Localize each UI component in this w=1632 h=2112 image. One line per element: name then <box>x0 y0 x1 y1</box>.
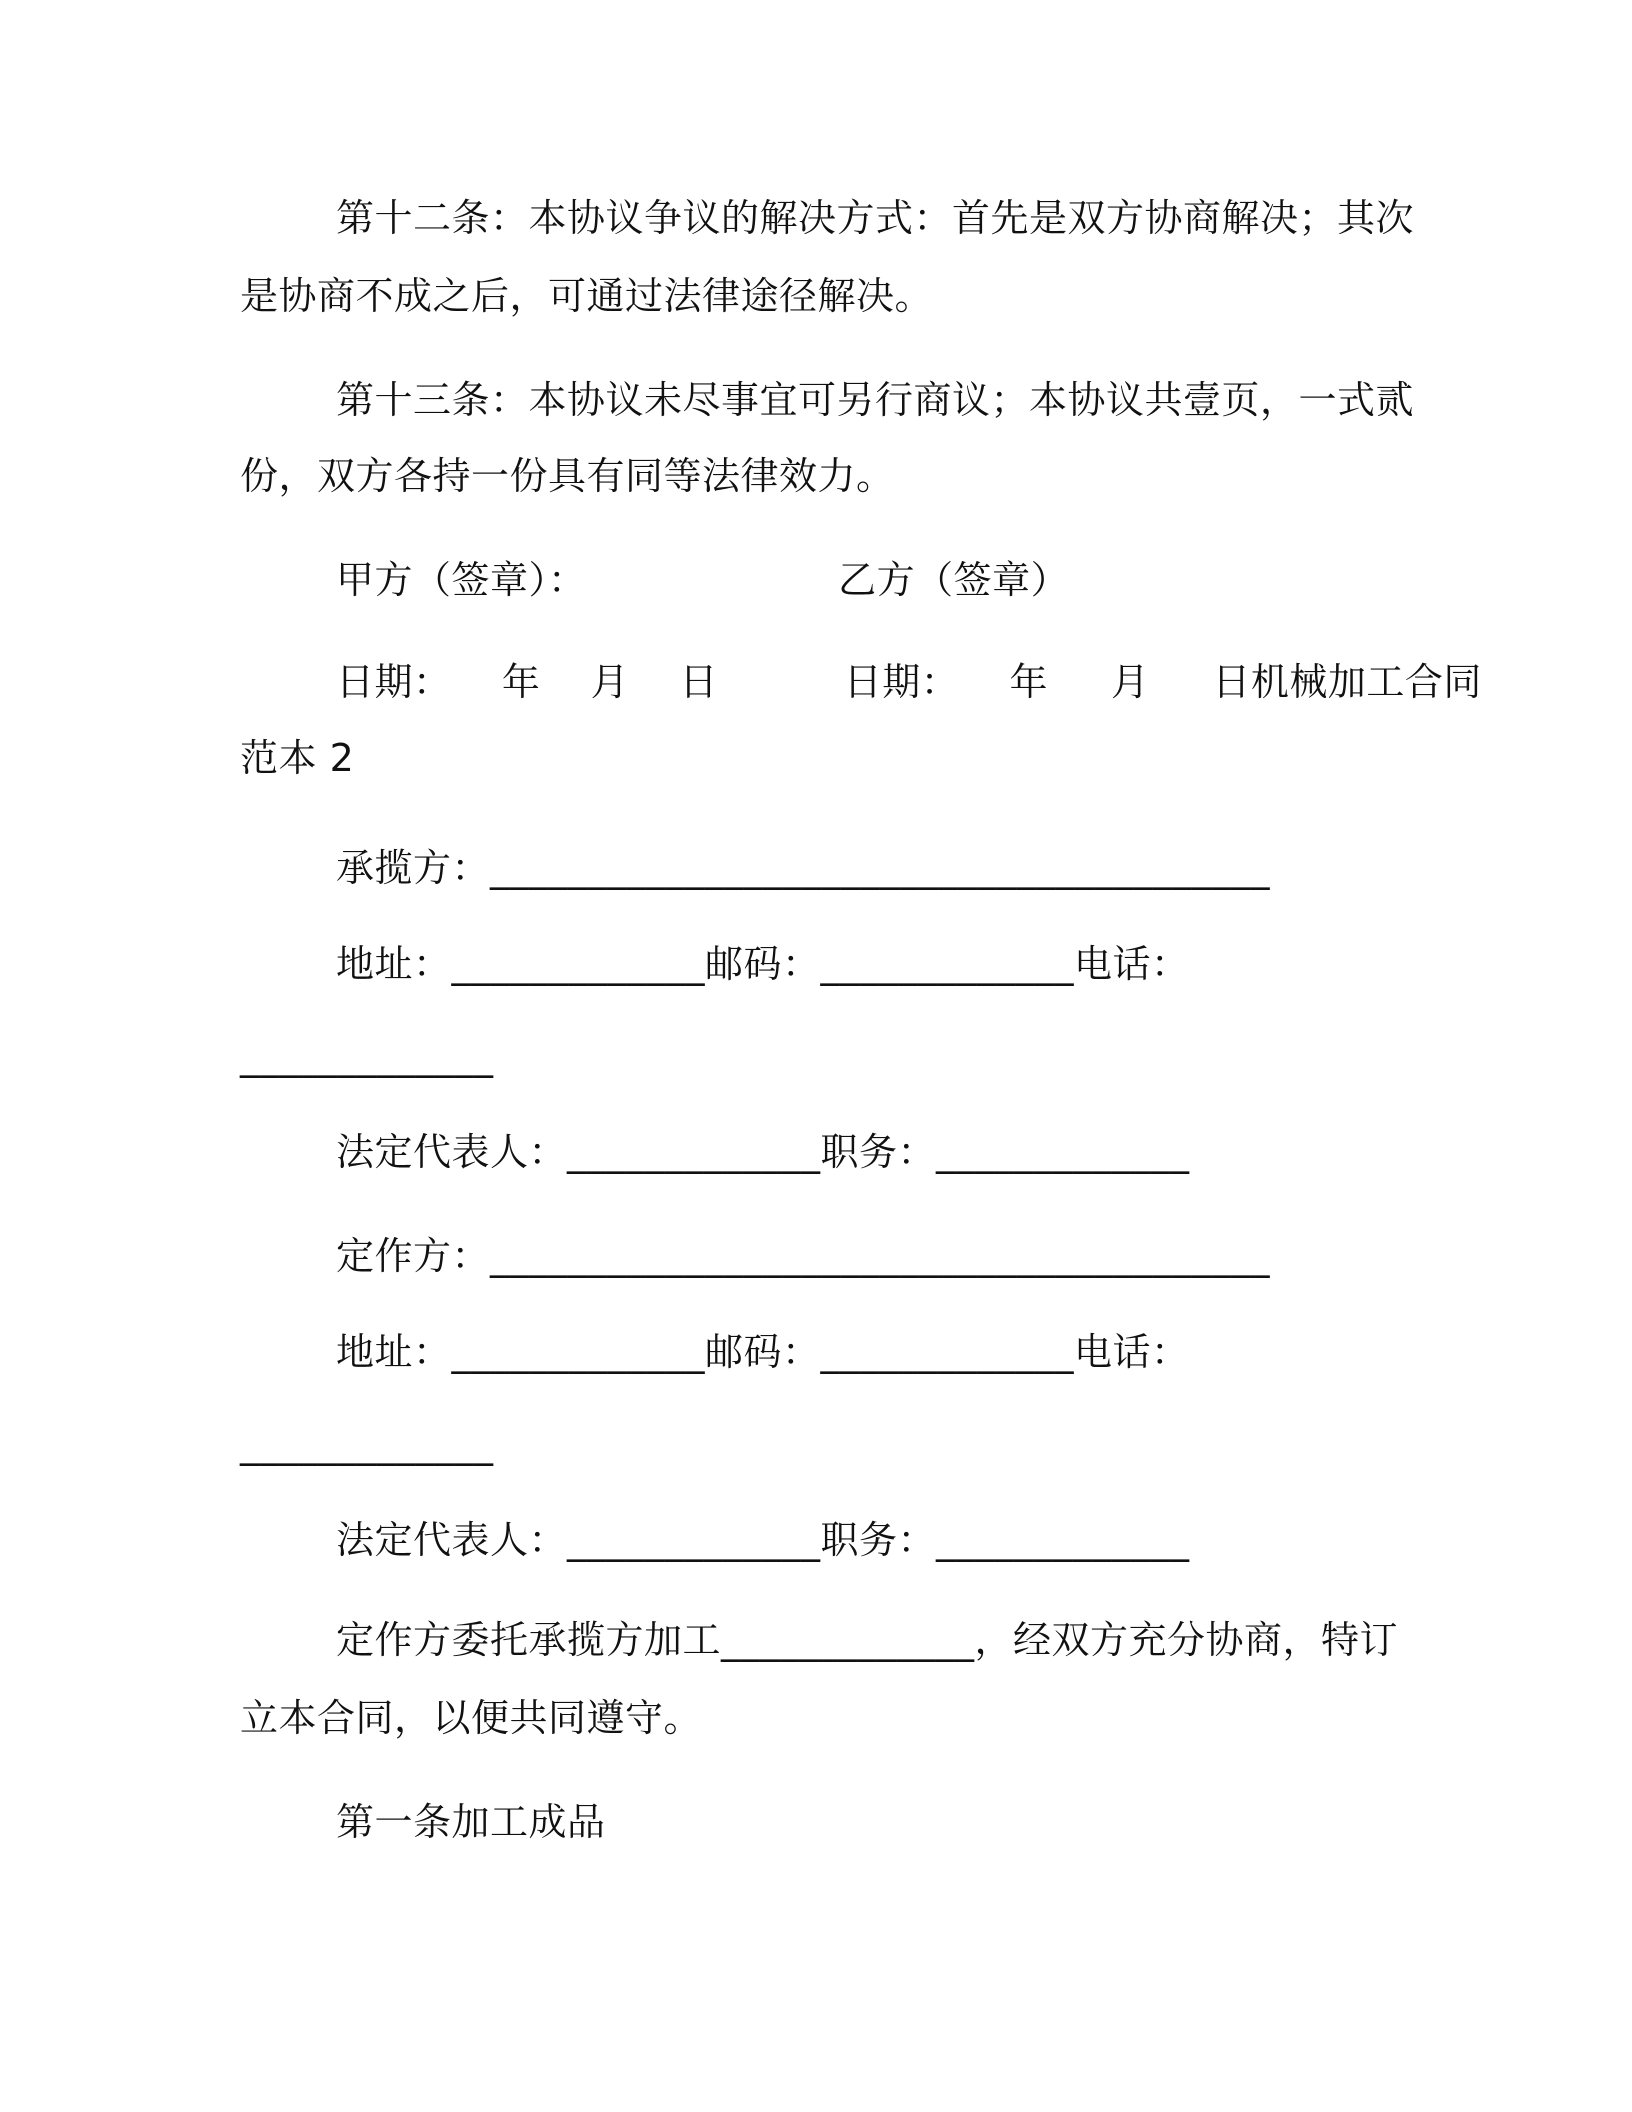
article-12-line-2: 是协商不成之后，可通过法律途径解决。 <box>240 274 934 318</box>
commission-line-2: 立本合同，以便共同遵守。 <box>240 1696 703 1740</box>
contractor-address-line: 地址：_____________邮码：_____________电话： <box>336 942 1190 986</box>
contractor-field: 承揽方：________________________________________ <box>336 846 1271 890</box>
article-13-line-1: 第十三条：本协议未尽事宜可另行商议；本协议共壹页，一式贰 <box>336 378 1415 422</box>
orderer-phone-blank: _____________ <box>240 1422 494 1466</box>
date-line: 日期： 年 月 日 日期： 年 月 日机械加工合同 <box>336 660 1482 704</box>
signature-line: 甲方（签章）： 乙方（签章） <box>336 558 1070 602</box>
article-1-heading: 第一条加工成品 <box>336 1800 606 1844</box>
contractor-phone-blank: _____________ <box>240 1034 494 1078</box>
contractor-representative-line: 法定代表人：_____________职务：_____________ <box>336 1130 1190 1174</box>
orderer-address-line: 地址：_____________邮码：_____________电话： <box>336 1330 1190 1374</box>
orderer-representative-line: 法定代表人：_____________职务：_____________ <box>336 1518 1190 1562</box>
template-title-continuation: 范本 2 <box>240 736 355 780</box>
orderer-field: 定作方：________________________________________ <box>336 1234 1271 1278</box>
article-13-line-2: 份，双方各持一份具有同等法律效力。 <box>240 454 895 498</box>
article-12-line-1: 第十二条：本协议争议的解决方式：首先是双方协商解决；其次 <box>336 196 1415 240</box>
commission-line-1: 定作方委托承揽方加工_____________，经双方充分协商，特订 <box>336 1618 1399 1662</box>
